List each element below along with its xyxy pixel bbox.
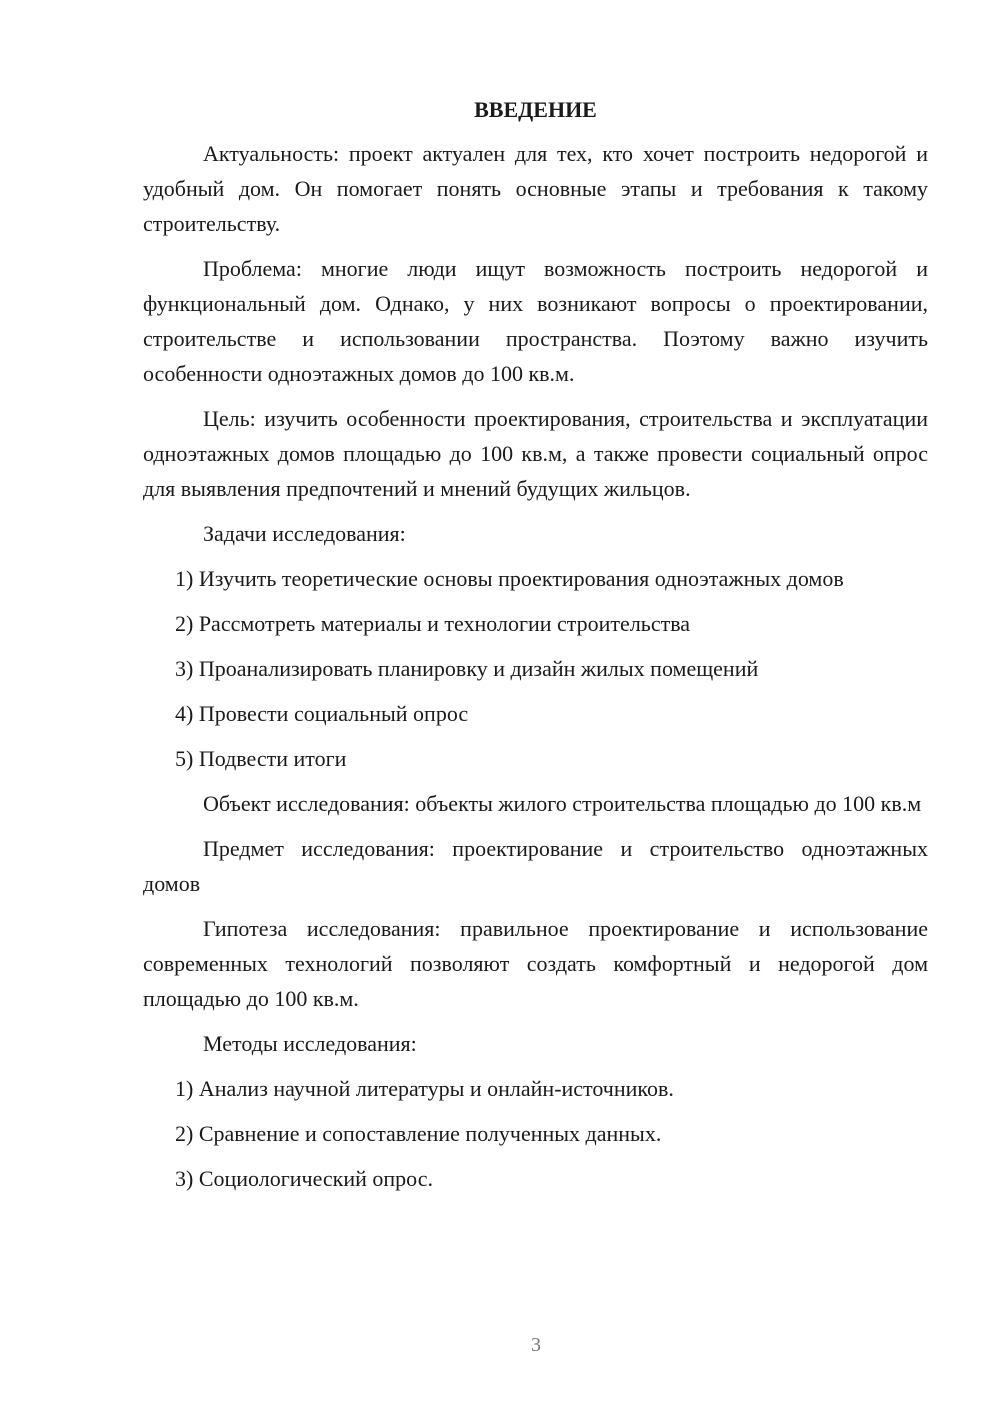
task-item: 1) Изучить теоретические основы проектирования одноэтажных домов [175,566,844,591]
subject-paragraph: Предмет исследования: проектирование и строительство одноэтажных домов [143,836,928,896]
relevance-paragraph: Актуальность: проект актуален для тех, кто хочет построить недорогой и удобный дом. Он помогает понять основные этапы и требования к такому строительству. [143,141,928,236]
task-item: 2) Рассмотреть материалы и технологии строительства [175,611,691,636]
hypothesis-paragraph: Гипотеза исследования: правильное проектирование и использование современных технологий позволяют создать комфортный и недорогой дом площадью до 100 кв.м. [143,916,928,1011]
task-item: 3) Проанализировать планировку и дизайн жилых помещений [175,656,759,681]
problem-paragraph: Проблема: многие люди ищут возможность построить недорогой и функциональный дом. Однако, у них возникают вопросы о проектировании, строительстве и использовании пространства. Поэтому важно изучить особенности одноэтажных домов до 100 кв.м. [143,256,928,386]
object-paragraph: Объект исследования: объекты жилого строительства площадью до 100 кв.м [203,791,922,816]
task-item: 4) Провести социальный опрос [175,701,469,726]
tasks-heading: Задачи исследования: [203,521,406,546]
method-item: 1) Анализ научной литературы и онлайн-источников. [175,1076,674,1101]
task-item: 5) Подвести итоги [175,746,347,771]
methods-heading: Методы исследования: [203,1031,417,1056]
method-item: 2) Сравнение и сопоставление полученных данных. [175,1121,662,1146]
goal-paragraph: Цель: изучить особенности проектирования, строительства и эксплуатации одноэтажных домов площадью до 100 кв.м, а также провести социальный опрос для выявления предпочтений и мнений будущих жильцов. [143,406,928,501]
page-number: 3 [531,1334,541,1356]
section-title: ВВЕДЕНИЕ [474,97,597,122]
method-item: 3) Социологический опрос. [175,1166,433,1191]
document-page [143,92,928,1206]
